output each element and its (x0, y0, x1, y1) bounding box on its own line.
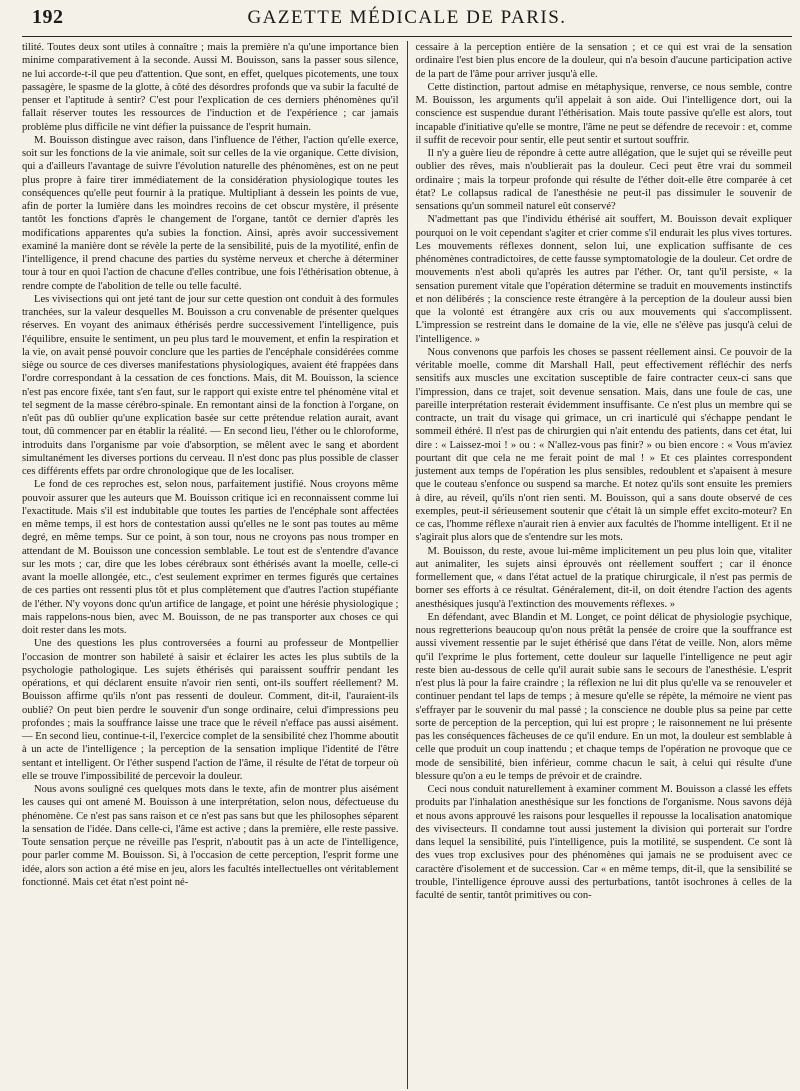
journal-title: GAZETTE MÉDICALE DE PARIS. (247, 7, 567, 28)
paragraph: N'admettant pas que l'individu éthérisé ait souffert, M. Bouisson devait expliquer pourquoi on le voit cependant s'agiter et crier comme s'il endurait les plus vives tortures. Les mouvements réflexes donnent, selon lui, une explication suffisante de ces phénomènes contradictoires, de cette fausse symptomatologie de la douleur. Cet ordre de mouvements n'est aboli qu'après les autres par l'éther. Or, tant qu'il persiste, « la sensation purement vitale que l'opération détermine se traduit en mouvements instinctifs et non délibérés ; la conscience reste étrangère à la perception de la douleur aussi bien que la volonté est étrangère aux cris ou aux mouvements qui s'accomplissent. L'impression se restreint dans le domaine de la vie, elle ne s'élève pas jusqu'à celui de l'intelligence. » (415, 214, 792, 345)
paragraph: Les vivisections qui ont jeté tant de jour sur cette question ont conduit à des formules tranchées, sur la valeur desquelles M. Bouisson a cru convenable de présenter quelques réserves. En voyant des animaux éthérisés perdre successivement l'intelligence, puis l'équilibre, ensuite le sentiment, un peu plus tard le mouvement, et enfin la respiration et la vie, on avait pensé pouvoir conclure que les parties de l'encéphale considérées comme siège ou source de ces diverses manifestations physiologiques, avaient été frappées dans l'ordre correspondant à la cessation de ces fonctions. Mais, dit M. Bouisson, la science n'est pas encore fixée, tant s'en faut, sur le rapport qui existe entre tel phénomène vital et tel segment de la masse cérébro-spinale. En remontant ainsi de la fonction à l'organe, on n'eût pas dû oublier qu'une explication basée sur cette prétendue relation aurait, avant tout, dû commencer par en établir la réalité. — En second lieu, l'éther ou le chloroforme, introduits dans l'organisme par voie d'absorption, se mêlent avec le sang et abordent simultanément les diverses portions du cerveau. Il n'est donc pas plus possible de classer ces différents effets par ordre chronologique que de les localiser. (22, 293, 399, 477)
paragraph: Cette distinction, partout admise en métaphysique, renverse, ce nous semble, contre M. Bouisson, les arguments qu'il appelait à son aide. Oui l'intelligence dort, oui la conscience est suspendue durant l'éthérisation. Mais toute passive qu'elle est alors, tout incapable d'initiative qu'elle se montre, l'âme ne peut se défendre de recevoir : et, comme il suffit de recevoir pour sentir, elle peut sentir et surtout souffrir. (415, 81, 792, 146)
paragraph: En défendant, avec Blandin et M. Longet, ce point délicat de physiologie psychique, nous regretterions beaucoup qu'on nous prêtât la pensée de croire que la souffrance est aussi vivement ressentie par le sujet éthérisé que dans l'état de veille. Non, alors même qu'il l'exprime le plus fortement, cette douleur sur laquelle l'intelligence ne peut agir reste bien au-dessous de celle qu'il aurait subie sans le secours de l'anesthésie. L'esprit n'est plus là pour la faire craindre ; la réflexion ne lui dit plus qu'elle va se renouveler et continuer pendant tel laps de temps ; à mesure qu'elle se répète, la mémoire ne vient pas s'effrayer par le souvenir du mal passé ; la conscience ne double plus sa peine par cette sorte de perception de la perception, qui lui est propre ; le raisonnement ne lui présente pas les conséquences fâcheuses de ce qu'il endure. En un mot, la douleur est semblable à celle que produit un coup inattendu ; et chaque temps de l'opération ne provoque que ce mode de sensibilité, bien inférieur, comme chacun le sait, à celui qui résulte d'une blessure qu'on a eu le temps de prévoir et de craindre. (415, 611, 792, 782)
text-columns (22, 41, 792, 1089)
paragraph: Nous avons souligné ces quelques mots dans le texte, afin de montrer plus aisément les causes qui ont amené M. Bouisson à une interprétation, selon nous, défectueuse du phénomène. Ce n'est pas sans raison et ce n'est pas sans but que les philosophes séparent la sensation de l'idée. Dans celle-ci, l'âme est active ; dans la première, elle reste passive. Toute sensation perçue ne réveille pas l'esprit, n'aboutit pas à un acte de l'intelligence, pour parler comme M. Bouisson. Si, à l'occasion de cette perception, l'esprit forme une idée, alors son action a été mise en jeu, alors les facultés intellectuelles ont véritablement fonctionné. Mais cet état n'est point né- (22, 784, 399, 888)
paragraph: tilité. Toutes deux sont utiles à connaître ; mais la première n'a qu'une importance bien minime comparativement à la seconde. Aussi M. Bouisson, sans la passer sous silence, ne lui accorde-t-il que peu d'attention. Que sont, en effet, quelques picotements, une toux passagère, le spasme de la glotte, à côté des désordres profonds que va subir la faculté de penser et l'aptitude à sentir? C'est pour l'explication de ces derniers phénomènes qu'il fallait réserver toutes les ressources de l'induction et de l'expérience ; car jamais problème plus difficile ne vint défier la puissance de l'esprit humain. (22, 42, 399, 133)
right-column (408, 41, 793, 1089)
paragraph: M. Bouisson distingue avec raison, dans l'influence de l'éther, l'action qu'elle exerce, soit sur les fonctions de la vie animale, soit sur celles de la vie organique. Cette division, qui a d'ailleurs l'avantage de suivre l'évolution naturelle des phénomènes, est on ne peut plus propre à faire tirer immédiatement de la considération physiologique toutes les conséquences qu'elle peut fournir à la pratique. Multipliant à dessein les points de vue, afin de porter la lumière dans les moindres recoins de cet obscur mystère, il présente tantôt les fonctions d'après le changement de l'organe, tantôt ce dernier d'après les modifications apparentes qu'a subies la fonction. Ainsi, après avoir successivement examiné la manière dont se révèle la perte de la sensibilité, puis de la myotilité, enfin de l'intelligence, il prend chacune des parties du système nerveux et cherche à déterminer tour à tour en quoi l'action de chacune d'elles contribue, une fois l'éthérisation obtenue, à rendre compte de l'abolition de telle ou telle faculté. (22, 134, 399, 292)
paragraph: M. Bouisson, du reste, avoue lui-même implicitement un peu plus loin que, vitaliter aut animaliter, les sujets ainsi éprouvés ont réellement souffert ; car il énonce formellement que, « dans l'état actuel de la pratique chirurgicale, il n'est pas permis de borner ses efforts à ce résultat. Généralement, dit-il, on doit étendre l'action des agents anesthésiques jusqu'à l'extinction des mouvements réflexes. » (415, 545, 792, 610)
page-header (22, 0, 792, 37)
paragraph: Le fond de ces reproches est, selon nous, parfaitement justifié. Nous croyons même pouvoir assurer que les auteurs que M. Bouisson critique ici en reconnaissent comme lui l'exactitude. Mais s'il est indubitable que toutes les parties de l'encéphale sont affectées en même temps, il est hors de contestation aussi qu'elles ne le sont pas toutes au même degré, en même temps. Sur ce point, à son tour, nous ne croyons pas nous tromper en attendant de M. Bouisson une concession semblable. Le tout est de s'entendre d'avance sur les mots ; car, dire que les lobes cérébraux sont éthérisés avant la moelle, celle-ci avant la moelle allongée, etc., c'est seulement exprimer en termes figurés que certaines de ces parties ont ressenti plus tôt et plus complètement que d'autres l'action stupéfiante de l'éther. N'y voyons donc qu'un artifice de langage, et point une hérésie physiologique ; mais rappelons-nous bien, avec M. Bouisson, de ne pas transporter aux choses ce qui doit rester dans les mots. (22, 479, 399, 636)
paragraph: Il n'y a guère lieu de répondre à cette autre allégation, que le sujet qui se réveille peut oublier des rêves, mais n'oublierait pas la douleur. Ceci peut être vrai du sommeil ordinaire ; mais la torpeur profonde qui résulte de l'éther doit-elle être comparée à cet état? Le collapsus radical de l'anesthésie ne peut-il pas dissimuler le souvenir de sensations qu'un sommeil naturel eût conservé? (415, 148, 792, 212)
left-column (22, 41, 407, 1089)
paragraph: Une des questions les plus controversées a fourni au professeur de Montpellier l'occasion de montrer son habileté à saisir et éclairer les actes les plus subtils de la psychologie pathologique. Les sujets éthérisés qui paraissent souffrir pendant les opérations, et qui déclarent ensuite n'avoir rien senti, ont-ils souffert réellement? M. Bouisson affirme qu'ils n'ont pas ressenti de douleur. Comment, dit-il, l'auraient-ils oublié? On peut bien perdre le souvenir d'un songe ordinaire, celui d'impressions peu profondes ; mais la souffrance laisse une trace que le réveil n'efface pas aussi aisément. — En second lieu, continue-t-il, l'exercice complet de la sensibilité chez l'homme aboutit à un acte de l'intelligence ; la perception de la sensation implique l'identité de l'être sentant et intelligent. Or l'éther suspend l'action de l'âme, il résulte de l'état de torpeur où elle se trouve l'impossibilité de percevoir la douleur. (22, 638, 399, 782)
paragraph: Ceci nous conduit naturellement à examiner comment M. Bouisson a classé les effets produits par l'inhalation anesthésique sur les fonctions de l'organisme. Nous savons déjà et nous avons approuvé les raisons pour lesquelles il repousse la localisation anatomique des vivisecteurs. Il condamne tout aussi justement la division qui porterait sur l'ordre dans lequel la sensibilité, puis l'intelligence, puis la motilité, se suspendent. Ce sont là des vues trop exclusives pour des phénomènes qui jamais ne se produisent avec ce caractère d'isolement et de succession. Car « en même temps, dit-il, que la sensibilité se trouble, l'intelligence éprouve aussi des perturbations, tantôt isochrones à celles de la faculté de sentir, tantôt primitives ou con- (415, 784, 792, 901)
paragraph: Nous convenons que parfois les choses se passent réellement ainsi. Ce pouvoir de la véritable moelle, comme dit Marshall Hall, peut effectivement réfléchir des nerfs sensitifs aux muscles une excitation susceptible de faire contracter ceux-ci sans que l'impression, dans ce trajet, soit devenue sensation. Mais, dans une foule de cas, une pareille interprétation resterait évidemment insuffisante. Ce n'est plus un membre qui se contracte, un trait du visage qui grimace, un cri inarticulé qui s'échappe pendant le sommeil éthéré. Il n'est pas de chirurgien qui n'ait entendu des patients, dans cet état, lui dire : « Laissez-moi ! » ou : « N'allez-vous pas finir? » ou bien encore : « Vous m'aviez pourtant dit que cela ne me ferait point de mal ! » Et ces plaintes correspondent justement aux temps de l'opération les plus sensibles, redoublent et s'apaisent à mesure que le couteau s'enfonce ou suspend sa marche. Et notez qu'ils sont ensuite les premiers à dire, au réveil, qu'ils n'ont rien senti. M. Bouisson, qui a sans doute observé de ces exemples, peut-il sérieusement soutenir que c'était là un simple effet excito-moteur? En ce cas, l'homme réflexe n'aurait rien à envier aux facultés de l'homme intelligent. Et il ne s'agirait plus alors que de s'entendre sur les mots. (415, 346, 792, 544)
page-number: 192 (32, 6, 64, 28)
paragraph: cessaire à la perception entière de la sensation ; et ce qui est vrai de la sensation ordinaire l'est bien plus encore de la douleur, qui n'a besoin d'aucune participation active de la part de l'âme pour arriver jusqu'à elle. (415, 42, 792, 80)
